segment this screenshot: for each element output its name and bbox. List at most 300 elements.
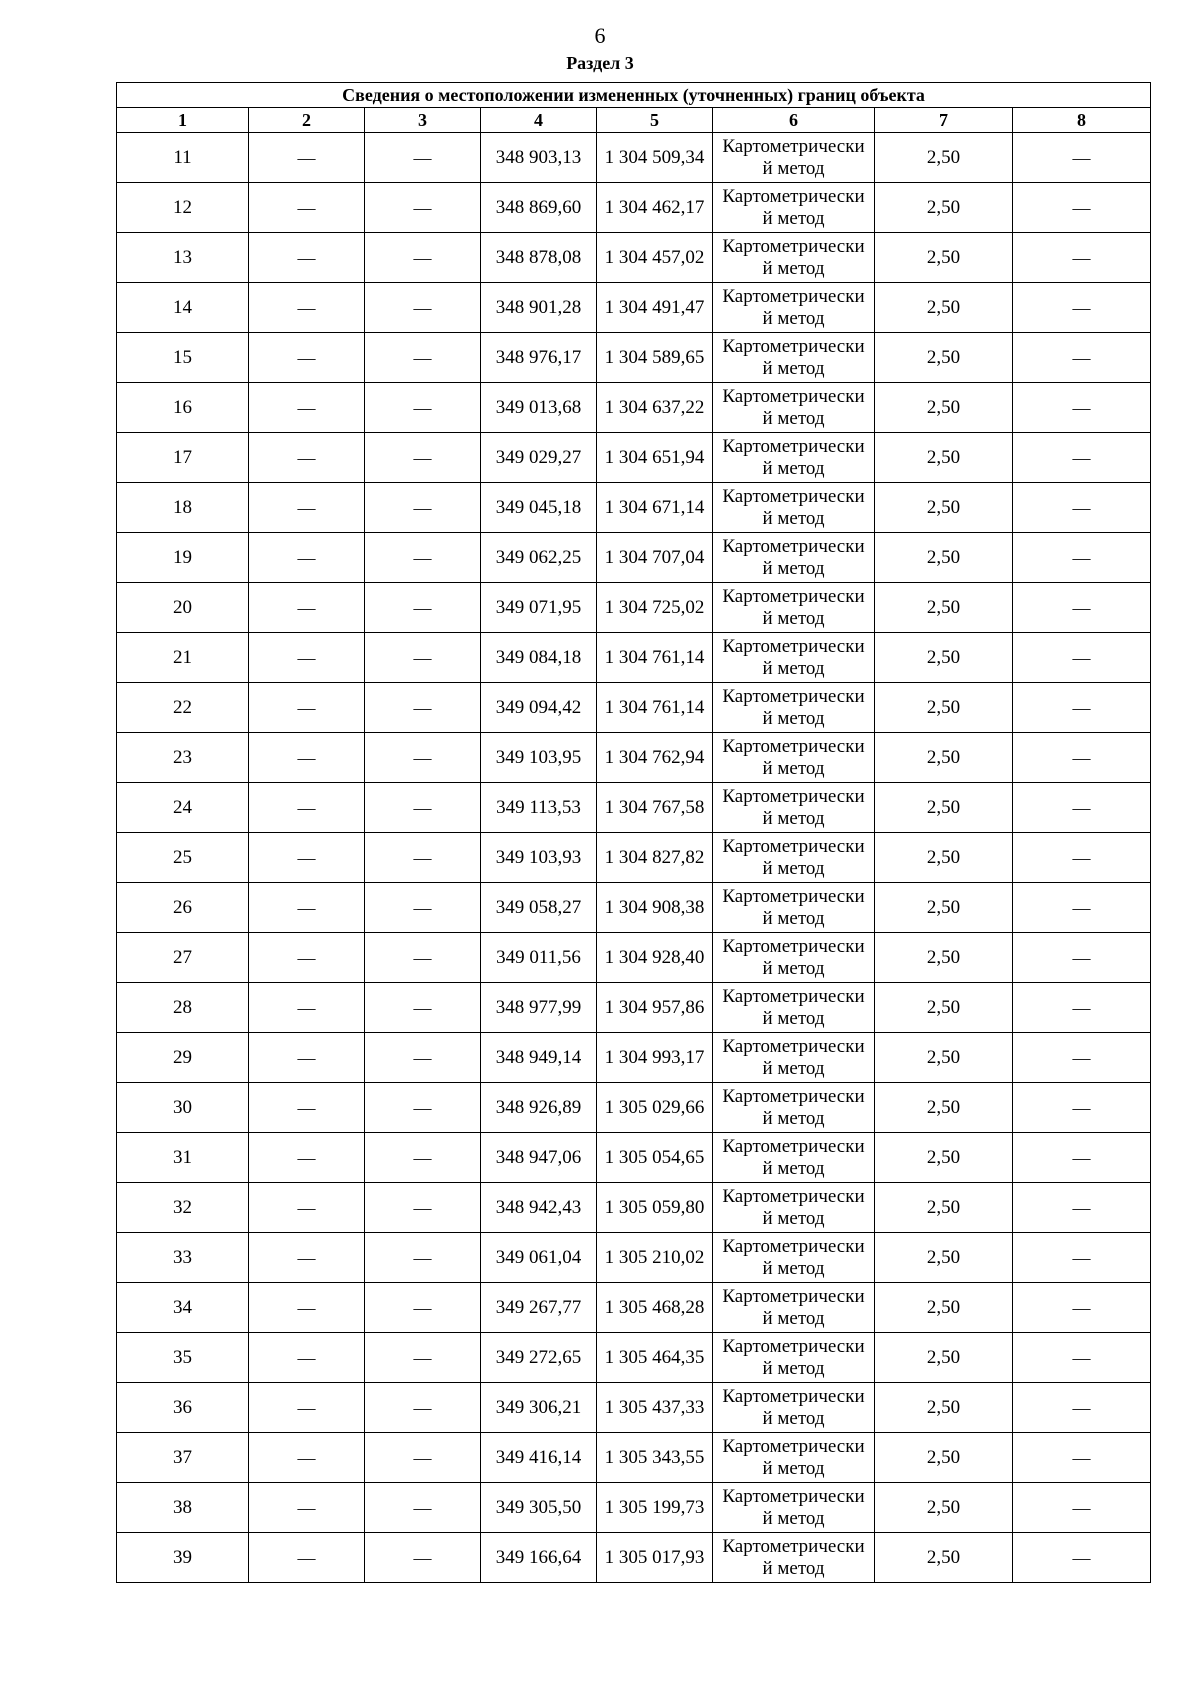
method-cell <box>713 533 875 583</box>
coordinate-y-cell: 1 305 437,33 <box>597 1383 713 1433</box>
method-line-2: й метод <box>762 657 825 679</box>
coordinate-x-cell: 348 926,89 <box>481 1083 597 1133</box>
method-line-1: Картометрически <box>722 385 865 407</box>
boundary-coordinates-table <box>116 82 1151 1583</box>
column-8-cell: — <box>1013 1483 1151 1533</box>
method-line-2: й метод <box>762 1107 825 1129</box>
column-2-cell: — <box>249 1333 365 1383</box>
column-3-cell: — <box>365 183 481 233</box>
method-line-1: Картометрически <box>722 1185 865 1207</box>
coordinate-x-cell: 349 011,56 <box>481 933 597 983</box>
column-3-cell: — <box>365 733 481 783</box>
column-8-cell: — <box>1013 1433 1151 1483</box>
accuracy-cell: 2,50 <box>875 133 1013 183</box>
method-line-2: й метод <box>762 807 825 829</box>
method-line-1: Картометрически <box>722 1285 865 1307</box>
table-caption: Сведения о местоположении измененных (уточненных) границ объекта <box>117 83 1151 108</box>
accuracy-cell: 2,50 <box>875 583 1013 633</box>
coordinate-y-cell: 1 305 199,73 <box>597 1483 713 1533</box>
table-row <box>117 383 1151 433</box>
coordinate-y-cell: 1 304 993,17 <box>597 1033 713 1083</box>
column-8-cell: — <box>1013 733 1151 783</box>
column-8-cell: — <box>1013 983 1151 1033</box>
coordinate-x-cell: 349 416,14 <box>481 1433 597 1483</box>
point-number-cell: 23 <box>117 733 249 783</box>
coordinate-y-cell: 1 304 651,94 <box>597 433 713 483</box>
point-number-cell: 22 <box>117 683 249 733</box>
column-2-cell: — <box>249 1083 365 1133</box>
method-cell <box>713 1333 875 1383</box>
method-line-1: Картометрически <box>722 1135 865 1157</box>
method-line-1: Картометрически <box>722 1035 865 1057</box>
coordinate-y-cell: 1 304 928,40 <box>597 933 713 983</box>
column-2-cell: — <box>249 483 365 533</box>
method-line-2: й метод <box>762 457 825 479</box>
column-8-cell: — <box>1013 1033 1151 1083</box>
column-8-cell: — <box>1013 1133 1151 1183</box>
accuracy-cell: 2,50 <box>875 483 1013 533</box>
method-line-1: Картометрически <box>722 1385 865 1407</box>
table-row <box>117 533 1151 583</box>
accuracy-cell: 2,50 <box>875 833 1013 883</box>
coordinate-y-cell: 1 305 059,80 <box>597 1183 713 1233</box>
coordinate-y-cell: 1 304 707,04 <box>597 533 713 583</box>
coordinate-x-cell: 349 013,68 <box>481 383 597 433</box>
method-cell <box>713 583 875 633</box>
column-2-cell: — <box>249 333 365 383</box>
coordinate-x-cell: 349 103,95 <box>481 733 597 783</box>
column-2-cell: — <box>249 883 365 933</box>
method-line-1: Картометрически <box>722 685 865 707</box>
method-cell <box>713 283 875 333</box>
column-2-cell: — <box>249 833 365 883</box>
column-3-cell: — <box>365 683 481 733</box>
point-number-cell: 21 <box>117 633 249 683</box>
column-number-4: 4 <box>481 108 597 133</box>
column-3-cell: — <box>365 133 481 183</box>
method-cell <box>713 483 875 533</box>
point-number-cell: 13 <box>117 233 249 283</box>
point-number-cell: 14 <box>117 283 249 333</box>
section-title: Раздел 3 <box>566 53 634 73</box>
accuracy-cell: 2,50 <box>875 533 1013 583</box>
method-cell <box>713 683 875 733</box>
accuracy-cell: 2,50 <box>875 433 1013 483</box>
coordinate-y-cell: 1 304 637,22 <box>597 383 713 433</box>
coordinate-y-cell: 1 304 462,17 <box>597 183 713 233</box>
column-2-cell: — <box>249 583 365 633</box>
column-8-cell: — <box>1013 1383 1151 1433</box>
coordinate-y-cell: 1 304 457,02 <box>597 233 713 283</box>
column-2-cell: — <box>249 1383 365 1433</box>
coordinate-x-cell: 349 058,27 <box>481 883 597 933</box>
table-row <box>117 1433 1151 1483</box>
accuracy-cell: 2,50 <box>875 283 1013 333</box>
coordinate-y-cell: 1 304 908,38 <box>597 883 713 933</box>
point-number-cell: 37 <box>117 1433 249 1483</box>
coordinate-y-cell: 1 305 468,28 <box>597 1283 713 1333</box>
point-number-cell: 36 <box>117 1383 249 1433</box>
column-3-cell: — <box>365 383 481 433</box>
method-cell <box>713 433 875 483</box>
table-row <box>117 233 1151 283</box>
point-number-cell: 29 <box>117 1033 249 1083</box>
method-cell <box>713 333 875 383</box>
table-body <box>117 133 1151 1583</box>
point-number-cell: 28 <box>117 983 249 1033</box>
column-3-cell: — <box>365 883 481 933</box>
column-8-cell: — <box>1013 1533 1151 1583</box>
table-row <box>117 433 1151 483</box>
method-cell <box>713 1033 875 1083</box>
column-3-cell: — <box>365 833 481 883</box>
method-cell <box>713 183 875 233</box>
accuracy-cell: 2,50 <box>875 1233 1013 1283</box>
coordinate-x-cell: 349 267,77 <box>481 1283 597 1333</box>
coordinate-x-cell: 349 029,27 <box>481 433 597 483</box>
method-line-1: Картометрически <box>722 1335 865 1357</box>
point-number-cell: 26 <box>117 883 249 933</box>
column-8-cell: — <box>1013 683 1151 733</box>
table-row <box>117 683 1151 733</box>
method-line-2: й метод <box>762 257 825 279</box>
column-2-cell: — <box>249 183 365 233</box>
table-row <box>117 1133 1151 1183</box>
accuracy-cell: 2,50 <box>875 183 1013 233</box>
method-line-2: й метод <box>762 157 825 179</box>
column-3-cell: — <box>365 1183 481 1233</box>
column-8-cell: — <box>1013 833 1151 883</box>
method-cell <box>713 833 875 883</box>
column-2-cell: — <box>249 1133 365 1183</box>
table-row <box>117 633 1151 683</box>
accuracy-cell: 2,50 <box>875 1383 1013 1433</box>
point-number-cell: 31 <box>117 1133 249 1183</box>
accuracy-cell: 2,50 <box>875 733 1013 783</box>
coordinate-y-cell: 1 305 210,02 <box>597 1233 713 1283</box>
coordinate-y-cell: 1 304 762,94 <box>597 733 713 783</box>
coordinate-x-cell: 349 045,18 <box>481 483 597 533</box>
table-row <box>117 1483 1151 1533</box>
coordinate-y-cell: 1 304 761,14 <box>597 683 713 733</box>
method-line-2: й метод <box>762 907 825 929</box>
point-number-cell: 35 <box>117 1333 249 1383</box>
table-row <box>117 1333 1151 1383</box>
method-line-2: й метод <box>762 857 825 879</box>
column-3-cell: — <box>365 933 481 983</box>
method-line-1: Картометрически <box>722 835 865 857</box>
point-number-cell: 27 <box>117 933 249 983</box>
accuracy-cell: 2,50 <box>875 1483 1013 1533</box>
column-2-cell: — <box>249 1183 365 1233</box>
table-row <box>117 283 1151 333</box>
column-3-cell: — <box>365 1033 481 1083</box>
point-number-cell: 30 <box>117 1083 249 1133</box>
column-3-cell: — <box>365 1133 481 1183</box>
method-line-2: й метод <box>762 357 825 379</box>
coordinate-y-cell: 1 305 029,66 <box>597 1083 713 1133</box>
column-number-row <box>117 108 1151 133</box>
column-3-cell: — <box>365 1233 481 1283</box>
method-line-1: Картометрически <box>722 785 865 807</box>
coordinate-x-cell: 349 094,42 <box>481 683 597 733</box>
coordinate-y-cell: 1 304 767,58 <box>597 783 713 833</box>
table-row <box>117 1083 1151 1133</box>
point-number-cell: 32 <box>117 1183 249 1233</box>
accuracy-cell: 2,50 <box>875 633 1013 683</box>
coordinate-y-cell: 1 304 589,65 <box>597 333 713 383</box>
coordinate-y-cell: 1 305 017,93 <box>597 1533 713 1583</box>
column-8-cell: — <box>1013 483 1151 533</box>
accuracy-cell: 2,50 <box>875 1433 1013 1483</box>
column-2-cell: — <box>249 683 365 733</box>
method-line-1: Картометрически <box>722 335 865 357</box>
coordinate-x-cell: 348 903,13 <box>481 133 597 183</box>
method-line-2: й метод <box>762 557 825 579</box>
accuracy-cell: 2,50 <box>875 1283 1013 1333</box>
table-row <box>117 883 1151 933</box>
table-row <box>117 1233 1151 1283</box>
method-cell <box>713 1133 875 1183</box>
column-3-cell: — <box>365 1533 481 1583</box>
method-cell <box>713 883 875 933</box>
column-3-cell: — <box>365 1483 481 1533</box>
method-cell <box>713 983 875 1033</box>
column-2-cell: — <box>249 1283 365 1333</box>
column-3-cell: — <box>365 1433 481 1483</box>
table-row <box>117 1533 1151 1583</box>
table-row <box>117 483 1151 533</box>
coordinate-y-cell: 1 304 827,82 <box>597 833 713 883</box>
method-line-1: Картометрически <box>722 435 865 457</box>
coordinate-y-cell: 1 304 957,86 <box>597 983 713 1033</box>
coordinate-x-cell: 349 071,95 <box>481 583 597 633</box>
column-8-cell: — <box>1013 783 1151 833</box>
point-number-cell: 18 <box>117 483 249 533</box>
column-8-cell: — <box>1013 1333 1151 1383</box>
column-3-cell: — <box>365 1083 481 1133</box>
column-number-3: 3 <box>365 108 481 133</box>
column-8-cell: — <box>1013 883 1151 933</box>
method-cell <box>713 633 875 683</box>
column-8-cell: — <box>1013 283 1151 333</box>
column-number-1: 1 <box>117 108 249 133</box>
method-cell <box>713 1083 875 1133</box>
column-number-5: 5 <box>597 108 713 133</box>
table-row <box>117 733 1151 783</box>
table-row <box>117 1383 1151 1433</box>
coordinate-x-cell: 349 062,25 <box>481 533 597 583</box>
coordinate-x-cell: 348 976,17 <box>481 333 597 383</box>
method-line-1: Картометрически <box>722 985 865 1007</box>
column-3-cell: — <box>365 1333 481 1383</box>
point-number-cell: 38 <box>117 1483 249 1533</box>
point-number-cell: 12 <box>117 183 249 233</box>
coordinate-x-cell: 348 901,28 <box>481 283 597 333</box>
table-row <box>117 833 1151 883</box>
method-line-2: й метод <box>762 407 825 429</box>
column-3-cell: — <box>365 283 481 333</box>
method-line-2: й метод <box>762 1057 825 1079</box>
table-row <box>117 933 1151 983</box>
coordinate-y-cell: 1 305 464,35 <box>597 1333 713 1383</box>
column-8-cell: — <box>1013 633 1151 683</box>
column-3-cell: — <box>365 333 481 383</box>
column-3-cell: — <box>365 783 481 833</box>
method-line-1: Картометрически <box>722 885 865 907</box>
column-8-cell: — <box>1013 333 1151 383</box>
coordinate-y-cell: 1 304 491,47 <box>597 283 713 333</box>
column-8-cell: — <box>1013 583 1151 633</box>
table-row <box>117 583 1151 633</box>
column-3-cell: — <box>365 433 481 483</box>
method-line-1: Картометрически <box>722 535 865 557</box>
column-8-cell: — <box>1013 133 1151 183</box>
table-row <box>117 133 1151 183</box>
method-line-2: й метод <box>762 1257 825 1279</box>
accuracy-cell: 2,50 <box>875 683 1013 733</box>
table-row <box>117 333 1151 383</box>
method-line-2: й метод <box>762 207 825 229</box>
method-line-1: Картометрически <box>722 735 865 757</box>
coordinate-y-cell: 1 305 054,65 <box>597 1133 713 1183</box>
method-line-2: й метод <box>762 607 825 629</box>
coordinate-x-cell: 348 878,08 <box>481 233 597 283</box>
accuracy-cell: 2,50 <box>875 1133 1013 1183</box>
coordinate-x-cell: 349 061,04 <box>481 1233 597 1283</box>
column-3-cell: — <box>365 583 481 633</box>
column-2-cell: — <box>249 533 365 583</box>
method-line-2: й метод <box>762 307 825 329</box>
coordinate-x-cell: 349 084,18 <box>481 633 597 683</box>
column-3-cell: — <box>365 1383 481 1433</box>
table-row <box>117 183 1151 233</box>
method-line-1: Картометрически <box>722 185 865 207</box>
column-2-cell: — <box>249 433 365 483</box>
method-line-1: Картометрически <box>722 635 865 657</box>
page-number: 6 <box>594 23 606 48</box>
column-3-cell: — <box>365 233 481 283</box>
method-line-1: Картометрически <box>722 285 865 307</box>
point-number-cell: 16 <box>117 383 249 433</box>
column-2-cell: — <box>249 983 365 1033</box>
method-cell <box>713 1433 875 1483</box>
method-cell <box>713 733 875 783</box>
column-3-cell: — <box>365 483 481 533</box>
method-line-2: й метод <box>762 1507 825 1529</box>
method-cell <box>713 1233 875 1283</box>
accuracy-cell: 2,50 <box>875 233 1013 283</box>
column-3-cell: — <box>365 533 481 583</box>
column-2-cell: — <box>249 233 365 283</box>
coordinate-y-cell: 1 304 725,02 <box>597 583 713 633</box>
coordinate-x-cell: 349 305,50 <box>481 1483 597 1533</box>
accuracy-cell: 2,50 <box>875 983 1013 1033</box>
coordinate-x-cell: 348 949,14 <box>481 1033 597 1083</box>
coordinate-x-cell: 348 947,06 <box>481 1133 597 1183</box>
accuracy-cell: 2,50 <box>875 783 1013 833</box>
column-8-cell: — <box>1013 1183 1151 1233</box>
coordinate-x-cell: 349 166,64 <box>481 1533 597 1583</box>
point-number-cell: 33 <box>117 1233 249 1283</box>
point-number-cell: 34 <box>117 1283 249 1333</box>
point-number-cell: 25 <box>117 833 249 883</box>
column-2-cell: — <box>249 1233 365 1283</box>
point-number-cell: 19 <box>117 533 249 583</box>
coordinate-y-cell: 1 304 509,34 <box>597 133 713 183</box>
coordinate-y-cell: 1 304 761,14 <box>597 633 713 683</box>
column-8-cell: — <box>1013 1283 1151 1333</box>
method-line-2: й метод <box>762 1407 825 1429</box>
method-line-1: Картометрически <box>722 935 865 957</box>
column-2-cell: — <box>249 633 365 683</box>
column-8-cell: — <box>1013 383 1151 433</box>
column-2-cell: — <box>249 933 365 983</box>
method-cell <box>713 933 875 983</box>
accuracy-cell: 2,50 <box>875 333 1013 383</box>
method-line-2: й метод <box>762 1357 825 1379</box>
method-line-2: й метод <box>762 707 825 729</box>
column-2-cell: — <box>249 383 365 433</box>
method-cell <box>713 133 875 183</box>
coordinate-x-cell: 349 306,21 <box>481 1383 597 1433</box>
point-number-cell: 24 <box>117 783 249 833</box>
column-8-cell: — <box>1013 1083 1151 1133</box>
accuracy-cell: 2,50 <box>875 1333 1013 1383</box>
coordinate-x-cell: 349 272,65 <box>481 1333 597 1383</box>
method-line-1: Картометрически <box>722 135 865 157</box>
method-cell <box>713 1483 875 1533</box>
method-line-2: й метод <box>762 957 825 979</box>
method-line-1: Картометрически <box>722 1085 865 1107</box>
method-line-1: Картометрически <box>722 485 865 507</box>
method-line-2: й метод <box>762 757 825 779</box>
method-cell <box>713 1533 875 1583</box>
column-2-cell: — <box>249 1483 365 1533</box>
column-2-cell: — <box>249 783 365 833</box>
point-number-cell: 15 <box>117 333 249 383</box>
column-2-cell: — <box>249 733 365 783</box>
point-number-cell: 17 <box>117 433 249 483</box>
column-3-cell: — <box>365 983 481 1033</box>
method-cell <box>713 1383 875 1433</box>
method-cell <box>713 1183 875 1233</box>
column-3-cell: — <box>365 633 481 683</box>
method-line-1: Картометрически <box>722 1435 865 1457</box>
method-cell <box>713 383 875 433</box>
column-2-cell: — <box>249 1533 365 1583</box>
coordinate-y-cell: 1 304 671,14 <box>597 483 713 533</box>
table-row <box>117 1183 1151 1233</box>
column-2-cell: — <box>249 1033 365 1083</box>
method-cell <box>713 783 875 833</box>
coordinate-x-cell: 348 977,99 <box>481 983 597 1033</box>
column-8-cell: — <box>1013 433 1151 483</box>
table-row <box>117 783 1151 833</box>
method-line-1: Картометрически <box>722 1535 865 1557</box>
method-line-1: Картометрически <box>722 585 865 607</box>
method-cell <box>713 1283 875 1333</box>
method-line-2: й метод <box>762 1457 825 1479</box>
column-3-cell: — <box>365 1283 481 1333</box>
column-8-cell: — <box>1013 533 1151 583</box>
column-number-7: 7 <box>875 108 1013 133</box>
coordinate-y-cell: 1 305 343,55 <box>597 1433 713 1483</box>
method-line-2: й метод <box>762 1307 825 1329</box>
method-line-1: Картометрически <box>722 1235 865 1257</box>
method-line-2: й метод <box>762 1007 825 1029</box>
column-2-cell: — <box>249 1433 365 1483</box>
